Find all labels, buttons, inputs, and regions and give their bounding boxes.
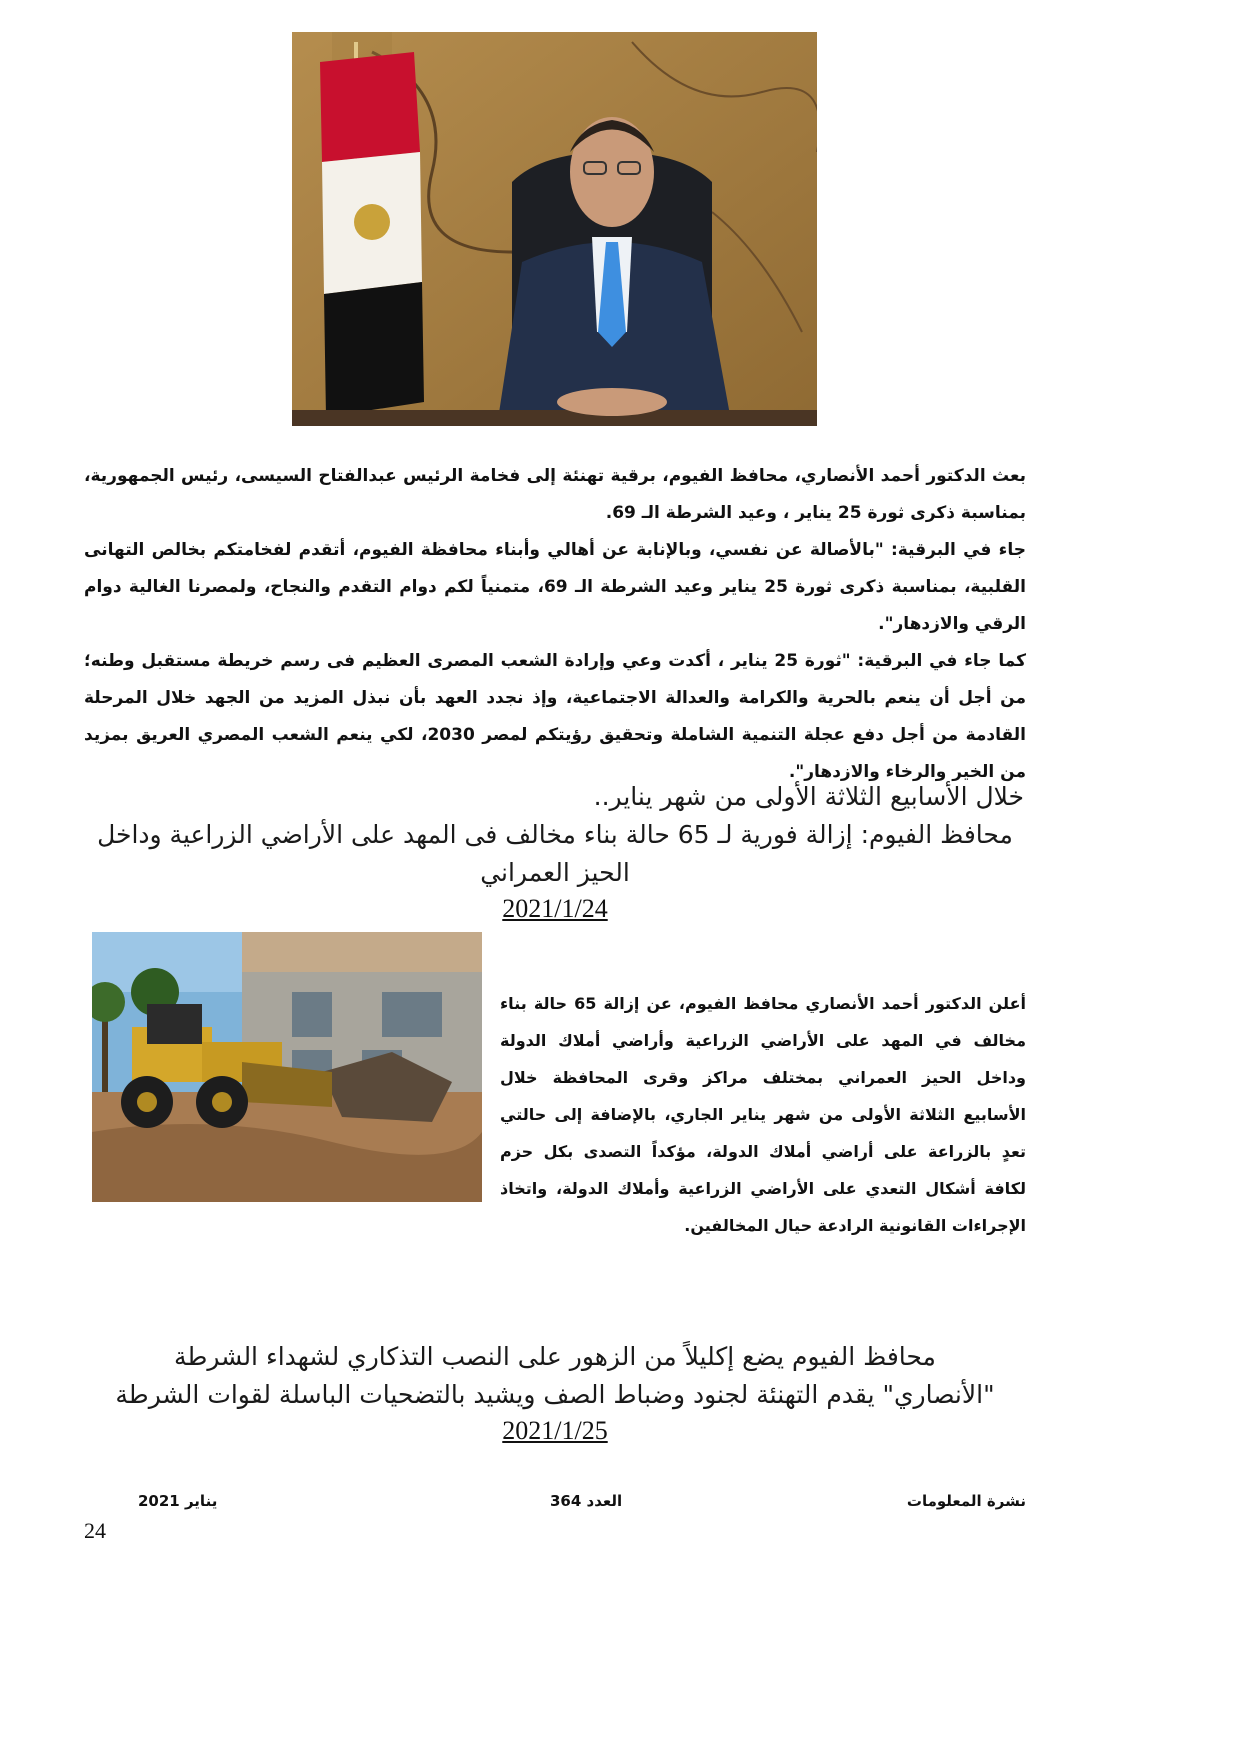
governor-photo-illustration xyxy=(292,32,817,426)
article1-body xyxy=(84,458,1026,791)
article3-date: 2021/1/25 xyxy=(502,1416,608,1445)
governor-photo xyxy=(292,32,817,426)
article1-paragraph: كما جاء في البرقية: "ثورة 25 يناير ، أكدت وعي وإرادة الشعب المصرى العظيم فى رسم خريطة مستقبل وطنه؛ من أجل أن ينعم بالحرية والكرامة والعدالة الاجتماعية، وإذ نجدد العهد بأن نبذل المزيد من الجهد خلال المرحلة القادمة من أجل دفع عجلة التنمية الشاملة وتحقيق رؤيتكم لمصر 2030، لكي ينعم الشعب المصري العريق بمزيد من الخير والرخاء والازدهار". xyxy=(84,651,1027,782)
page-footer xyxy=(0,1490,1241,1530)
demolition-photo xyxy=(92,932,482,1202)
article3-header xyxy=(84,1338,1026,1446)
article2-headline: محافظ الفيوم: إزالة فورية لـ 65 حالة بناء مخالف فى المهد على الأراضي الزراعية وداخل الحيز العمراني xyxy=(97,820,1013,887)
article1-paragraph: بعث الدكتور أحمد الأنصاري، محافظ الفيوم، برقية تهنئة إلى فخامة الرئيس عبدالفتاح السيسى، رئيس الجمهورية، بمناسبة ذكرى ثورة 25 يناير ، وعيد الشرطة الـ 69. xyxy=(84,466,1026,523)
footer-issue: العدد 364 xyxy=(550,1492,623,1510)
article2-kicker: خلال الأسابيع الثلاثة الأولى من شهر يناير.. xyxy=(593,782,1024,811)
article1-paragraph: جاء في البرقية: "بالأصالة عن نفسي، وبالإنابة عن أهالي وأبناء محافظة الفيوم، أتقدم لفخامتكم بخالص التهانى القلبية، بمناسبة ذكرى ثورة 25 يناير وعيد الشرطة الـ 69، متمنياً لكم دوام التقدم والنجاح، ولمصرنا الغالية دوام الرقي والازدهار". xyxy=(84,540,1027,634)
demolition-photo-illustration xyxy=(92,932,482,1202)
page-number: 24 xyxy=(84,1518,106,1543)
article2-date: 2021/1/24 xyxy=(502,894,608,923)
footer-publication: نشرة المعلومات xyxy=(906,1492,1026,1510)
article2-body: أعلن الدكتور أحمد الأنصاري محافظ الفيوم، عن إزالة 65 حالة بناء مخالف في المهد على الأراضي الزراعية وأراضي أملاك الدولة وداخل الحيز العمراني بمختلف مراكز وقرى المحافظة خلال الأسابيع الثلاثة الأولى من شهر يناير الجاري، بالإضافة إلى حالتي تعدٍ بالزراعة على أراضي أملاك الدولة، مؤكداً التصدى بكل حزم لكافة أشكال التعدي على الأراضي الزراعية وأملاك الدولة، واتخاذ الإجراءات القانونية الرادعة حيال المخالفين. xyxy=(500,994,1027,1235)
article3-headline: محافظ الفيوم يضع إكليلاً من الزهور على النصب التذكاري لشهداء الشرطة xyxy=(174,1342,936,1371)
footer-month: يناير 2021 xyxy=(138,1492,218,1510)
article3-subheadline: "الأنصاري" يقدم التهنئة لجنود وضباط الصف ويشيد بالتضحيات الباسلة لقوات الشرطة xyxy=(115,1380,995,1409)
article2-header xyxy=(84,778,1026,924)
article2-body-box xyxy=(500,985,1026,1244)
